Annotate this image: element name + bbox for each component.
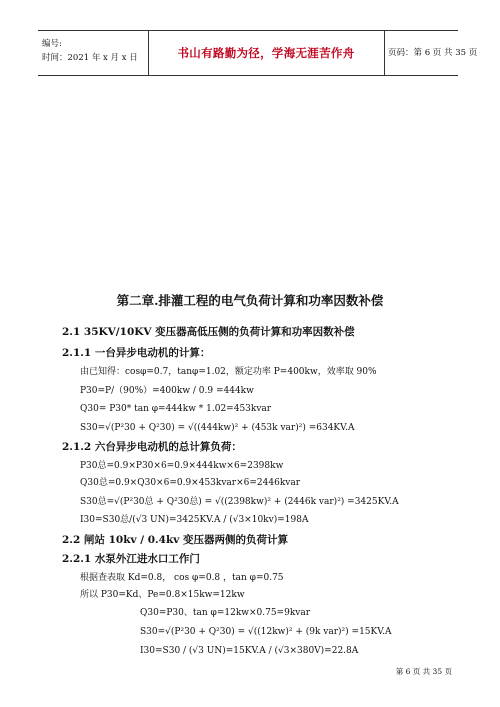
formula-q30-pump: Q30=P30、tan φ=12kw×0.75=9kvar	[140, 608, 311, 618]
formula-i30: I30=S30总/(√3 UN)=3425KV.A / (√3×10kv)=198A	[80, 515, 309, 525]
motto-text: 书山有路勤为径，学海无涯苦作舟	[177, 46, 355, 60]
chapter-title: 第二章.排灌工程的电气负荷计算和功率因数补偿	[116, 293, 384, 308]
number-label: 编号:	[42, 39, 62, 49]
formula-q30: Q30= P30* tan φ=444kw * 1.02=453kvar	[80, 404, 272, 414]
document-header	[38, 30, 478, 76]
formula-s30: S30=√(P²30 + Q²30) = √((444kw)² + (453k var)²) =634KV.A	[80, 423, 355, 433]
header-left-cell	[38, 31, 149, 75]
subsection-heading-2-1-1: 2.1.1 一台异步电动机的计算：	[62, 347, 211, 359]
formula-p30-pump: 所以 P30=Kd、Pe=0.8×15kw=12kw	[80, 590, 245, 600]
header-page-cell	[384, 31, 478, 75]
page-number-label: 页码：第 6 页 共 35 页	[388, 48, 478, 58]
formula-s30-pump: S30=√(P²30 + Q²30) = √((12kw)² + (9k var)²) =15KV.A	[140, 627, 392, 637]
section-heading-2-2: 2.2 闸站 10kv / 0.4kv 变压器两侧的负荷计算	[62, 534, 289, 546]
formula-q30-total: Q30总=0.9×Q30×6=0.9×453kvar×6=2446kvar	[80, 478, 301, 488]
formula-p30: P30=P/（90%）=400kw / 0.9 =444kw	[80, 386, 254, 396]
lookup-coefficients-line: 根据查表取 Kd=0.8， cos φ=0.8 ，tan φ=0.75	[80, 573, 284, 583]
header-motto-cell	[148, 31, 385, 75]
formula-i30-pump: I30=S30 / (√3 UN)=15KV.A / (√3×380V)=22.8A	[140, 646, 359, 656]
section-heading-2-1: 2.1 35KV/10KV 变压器高低压侧的负荷计算和功率因数补偿	[62, 326, 355, 338]
formula-p30-total: P30总=0.9×P30×6=0.9×444kw×6=2398kw	[80, 461, 284, 471]
subsection-heading-2-1-2: 2.1.2 六台异步电动机的总计算负荷：	[62, 441, 242, 453]
page-footer: 第 6 页 共 35 页	[395, 667, 452, 676]
subsection-heading-2-2-1: 2.2.1 水泵外江进水口工作门	[62, 553, 200, 565]
date-label: 时间：2021 年 x 月 x 日	[42, 53, 138, 63]
formula-s30-total: S30总=√(P²30总 + Q²30总) = √((2398kw)² + (2446k var)²) =3425KV.A	[80, 497, 399, 507]
given-data-line: 由已知得：cosφ=0.7，tanφ=1.02，额定功率 P=400kw，效率取 90%	[80, 367, 377, 377]
